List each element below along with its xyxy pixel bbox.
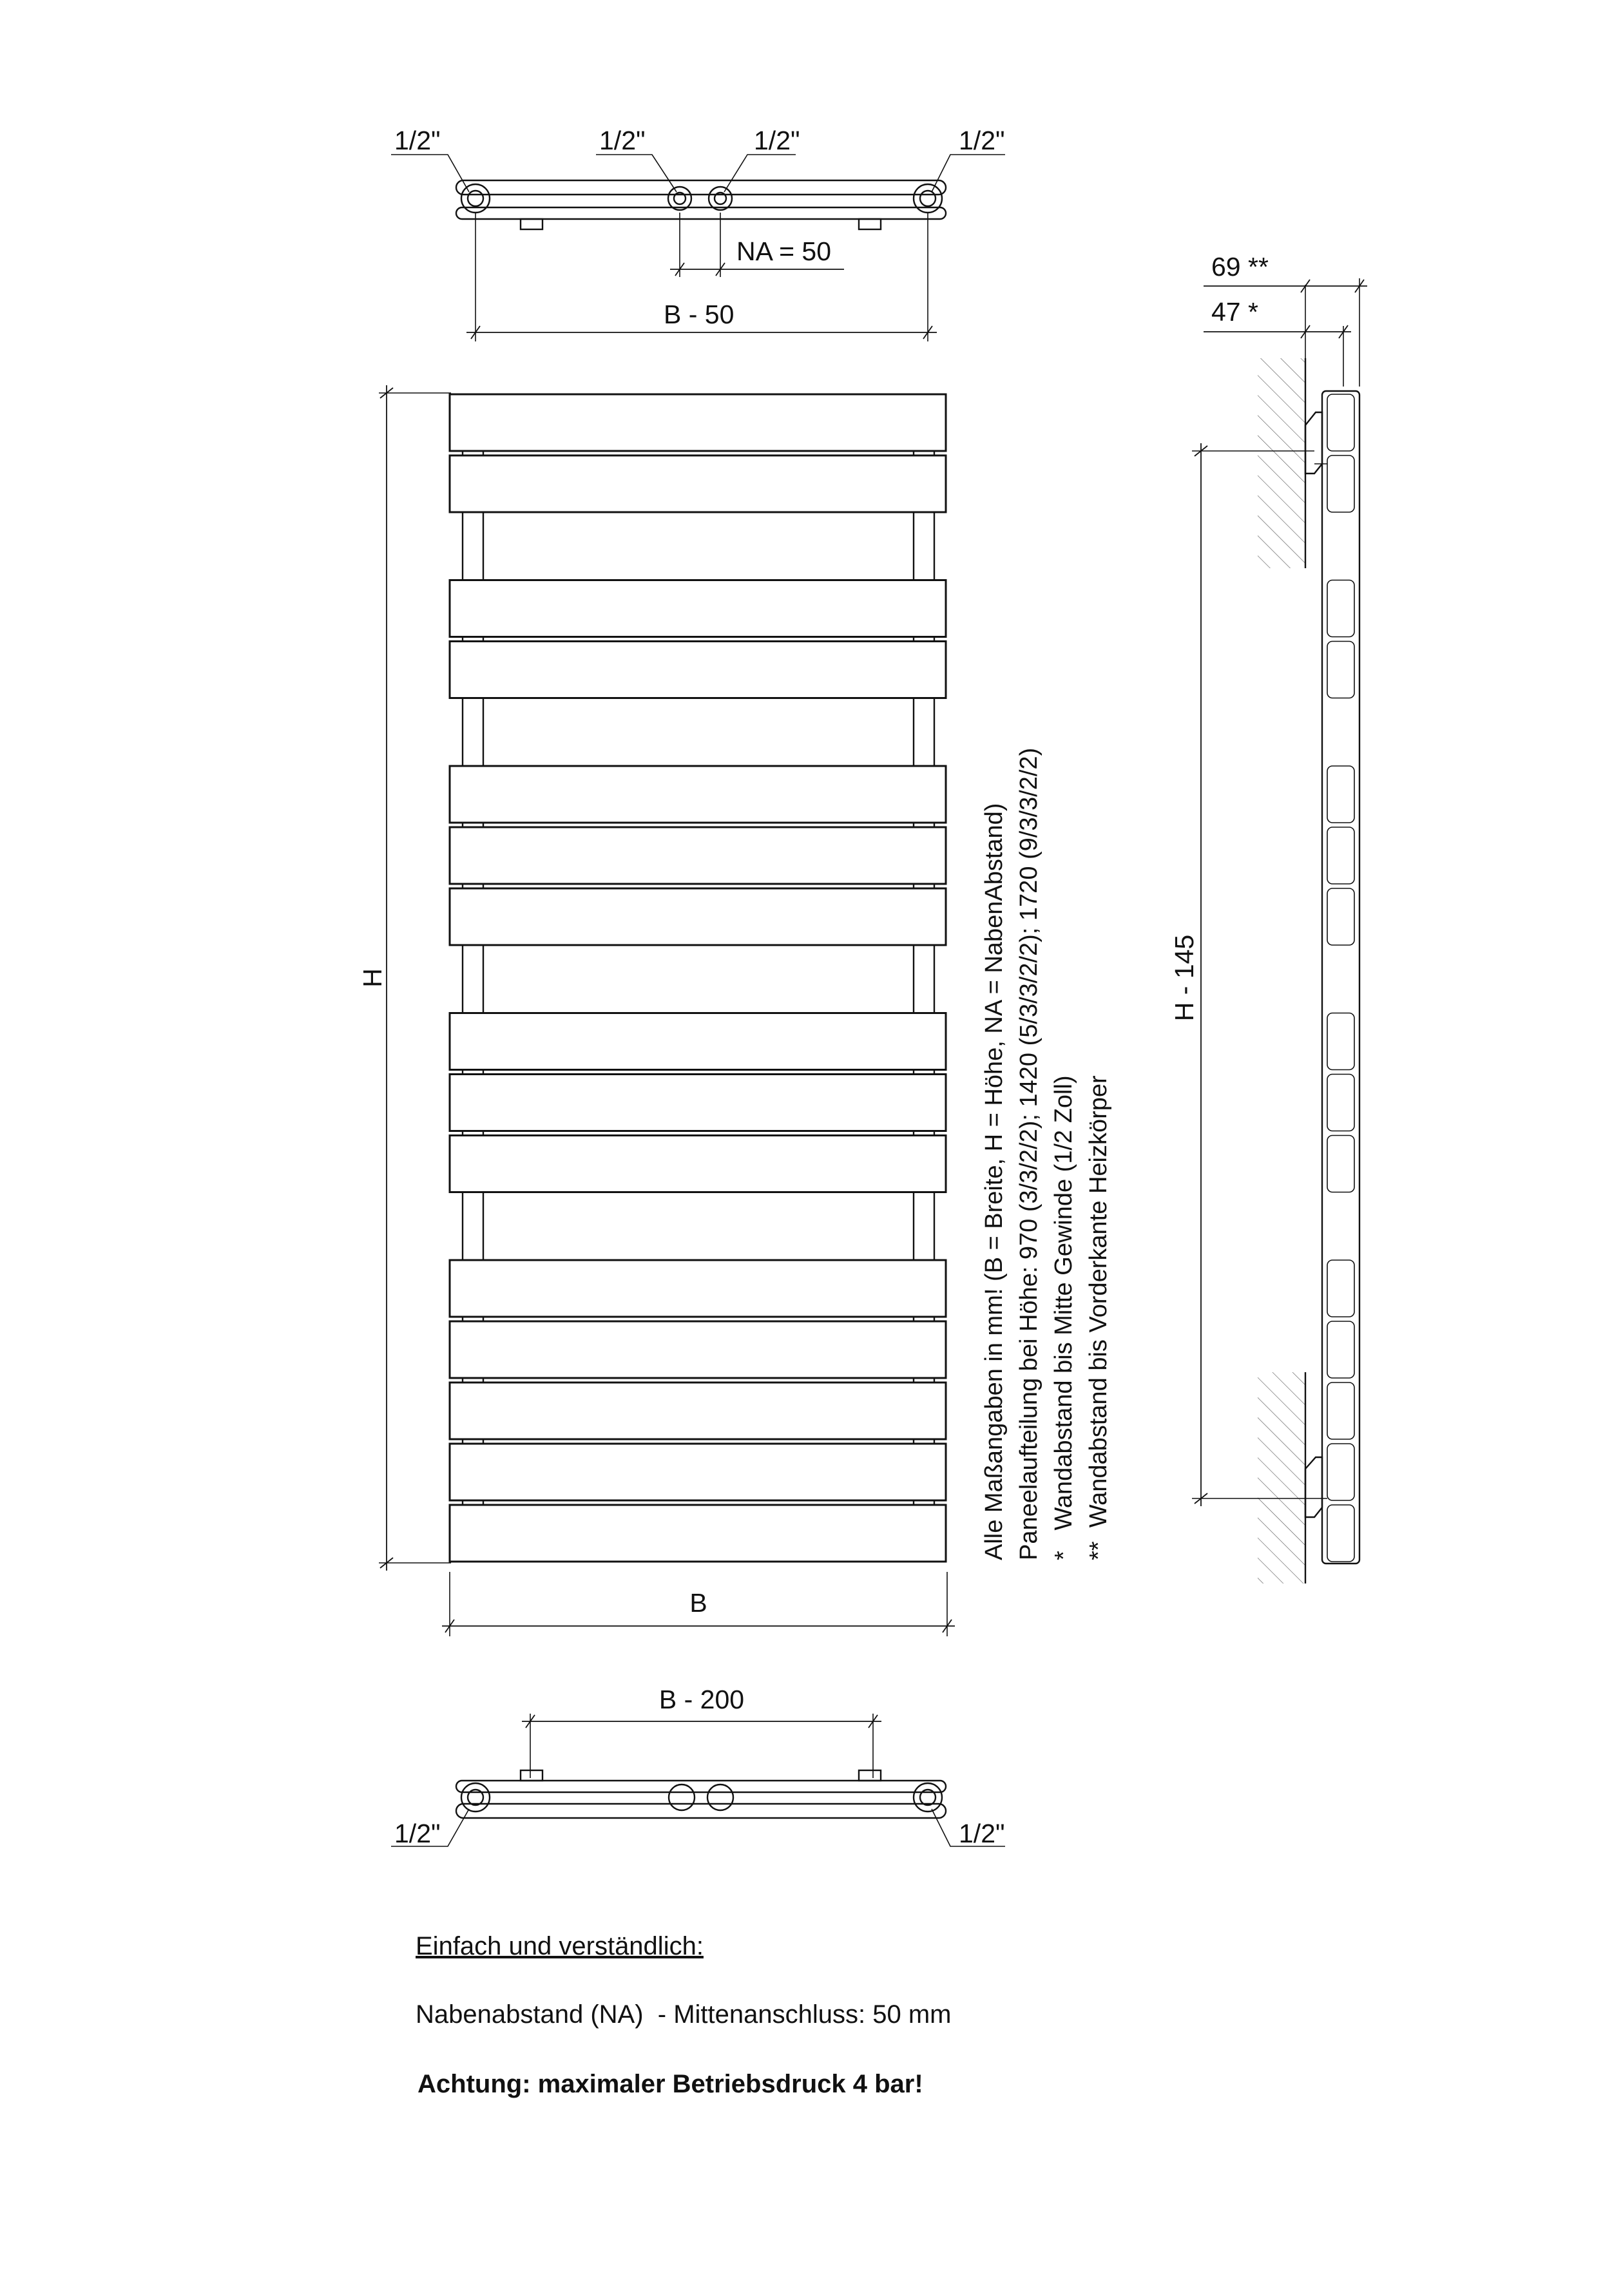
height-dimension-label: H bbox=[358, 968, 387, 988]
radiator-panel bbox=[450, 1075, 946, 1131]
side-panel bbox=[1327, 394, 1354, 451]
note-line: Paneelaufteilung bei Höhe: 970 (3/3/2/2); 1420 (5/3/3/2/2); 1720 (9/3/3/2/2) bbox=[1015, 747, 1042, 1560]
connection-circle bbox=[668, 187, 691, 210]
connection-circle bbox=[707, 1784, 733, 1810]
dim-47-label: 47 * bbox=[1211, 297, 1258, 327]
thread-label: 1/2" bbox=[394, 126, 441, 155]
footer-warning: Achtung: maximaler Betriebsdruck 4 bar! bbox=[418, 2070, 923, 2098]
radiator-panel bbox=[450, 642, 946, 698]
side-panel bbox=[1327, 766, 1354, 823]
side-panel bbox=[1327, 580, 1354, 637]
side-panel bbox=[1327, 1013, 1354, 1070]
radiator-panel bbox=[450, 1382, 946, 1439]
side-panel bbox=[1327, 1382, 1354, 1439]
wall-bracket bbox=[521, 219, 543, 229]
connection-circle bbox=[914, 1783, 942, 1812]
b50-dimension-label: B - 50 bbox=[664, 300, 735, 329]
width-dimension-label: B bbox=[689, 1588, 707, 1618]
footer bbox=[416, 1932, 951, 2098]
side-panel bbox=[1327, 888, 1354, 945]
connection-circle bbox=[914, 184, 942, 213]
connection-circle bbox=[669, 1784, 695, 1810]
footer-line: Nabenabstand (NA) - Mittenanschluss: 50 mm bbox=[416, 2000, 952, 2029]
thread-label: 1/2" bbox=[959, 126, 1005, 155]
radiator-panel bbox=[450, 888, 946, 945]
wall-bracket bbox=[521, 1770, 543, 1781]
connection-circle bbox=[461, 1783, 490, 1812]
wall-bracket bbox=[859, 1770, 881, 1781]
side-panel bbox=[1327, 1260, 1354, 1317]
side-panel bbox=[1327, 642, 1354, 698]
dim-69-label: 69 ** bbox=[1211, 252, 1269, 282]
thread-label: 1/2" bbox=[754, 126, 800, 155]
radiator-panel bbox=[450, 1260, 946, 1317]
top-view bbox=[391, 126, 1005, 341]
bottom-view bbox=[391, 1685, 1005, 1848]
side-panel bbox=[1327, 1444, 1354, 1500]
radiator-panel bbox=[450, 1321, 946, 1378]
side-panel bbox=[1327, 1321, 1354, 1378]
dimension-notes bbox=[981, 748, 1112, 1560]
wall-hatch bbox=[1258, 1372, 1305, 1583]
note-line: ** Wandabstand bis Vorderkante Heizkörper bbox=[1085, 1075, 1112, 1560]
footer-heading: Einfach und verständlich: bbox=[416, 1932, 704, 1960]
side-panel bbox=[1327, 1136, 1354, 1192]
thread-label: 1/2" bbox=[599, 126, 646, 155]
radiator-panel bbox=[450, 394, 946, 451]
note-line: * Wandabstand bis Mitte Gewinde (1/2 Zoll) bbox=[1050, 1075, 1077, 1560]
side-panel bbox=[1327, 1505, 1354, 1562]
side-panel-stack bbox=[1327, 394, 1354, 1562]
radiator-panel bbox=[450, 1013, 946, 1070]
note-line: Alle Maßangaben in mm! (B = Breite, H = Höhe, NA = NabenAbstand) bbox=[981, 803, 1008, 1560]
connection-circle bbox=[461, 184, 490, 213]
wall-hatch bbox=[1258, 358, 1305, 568]
h145-dimension-label: H - 145 bbox=[1169, 934, 1199, 1022]
radiator-panel bbox=[450, 1444, 946, 1500]
na-dimension-label: NA = 50 bbox=[736, 236, 832, 266]
side-panel bbox=[1327, 455, 1354, 512]
b200-dimension-label: B - 200 bbox=[658, 1685, 745, 1714]
connection-circle bbox=[709, 187, 732, 210]
radiator-panel bbox=[450, 455, 946, 512]
panel-stack bbox=[450, 394, 946, 1562]
radiator-panel bbox=[450, 1136, 946, 1192]
radiator-panel bbox=[450, 580, 946, 637]
side-panel bbox=[1327, 827, 1354, 884]
radiator-panel bbox=[450, 1505, 946, 1562]
thread-label-right: 1/2" bbox=[959, 1819, 1005, 1848]
side-panel bbox=[1327, 1075, 1354, 1131]
thread-label-left: 1/2" bbox=[394, 1819, 441, 1848]
wall-bracket bbox=[859, 219, 881, 229]
side-view bbox=[1169, 252, 1367, 1583]
front-view bbox=[358, 385, 955, 1636]
radiator-panel bbox=[450, 766, 946, 823]
radiator-panel bbox=[450, 827, 946, 884]
